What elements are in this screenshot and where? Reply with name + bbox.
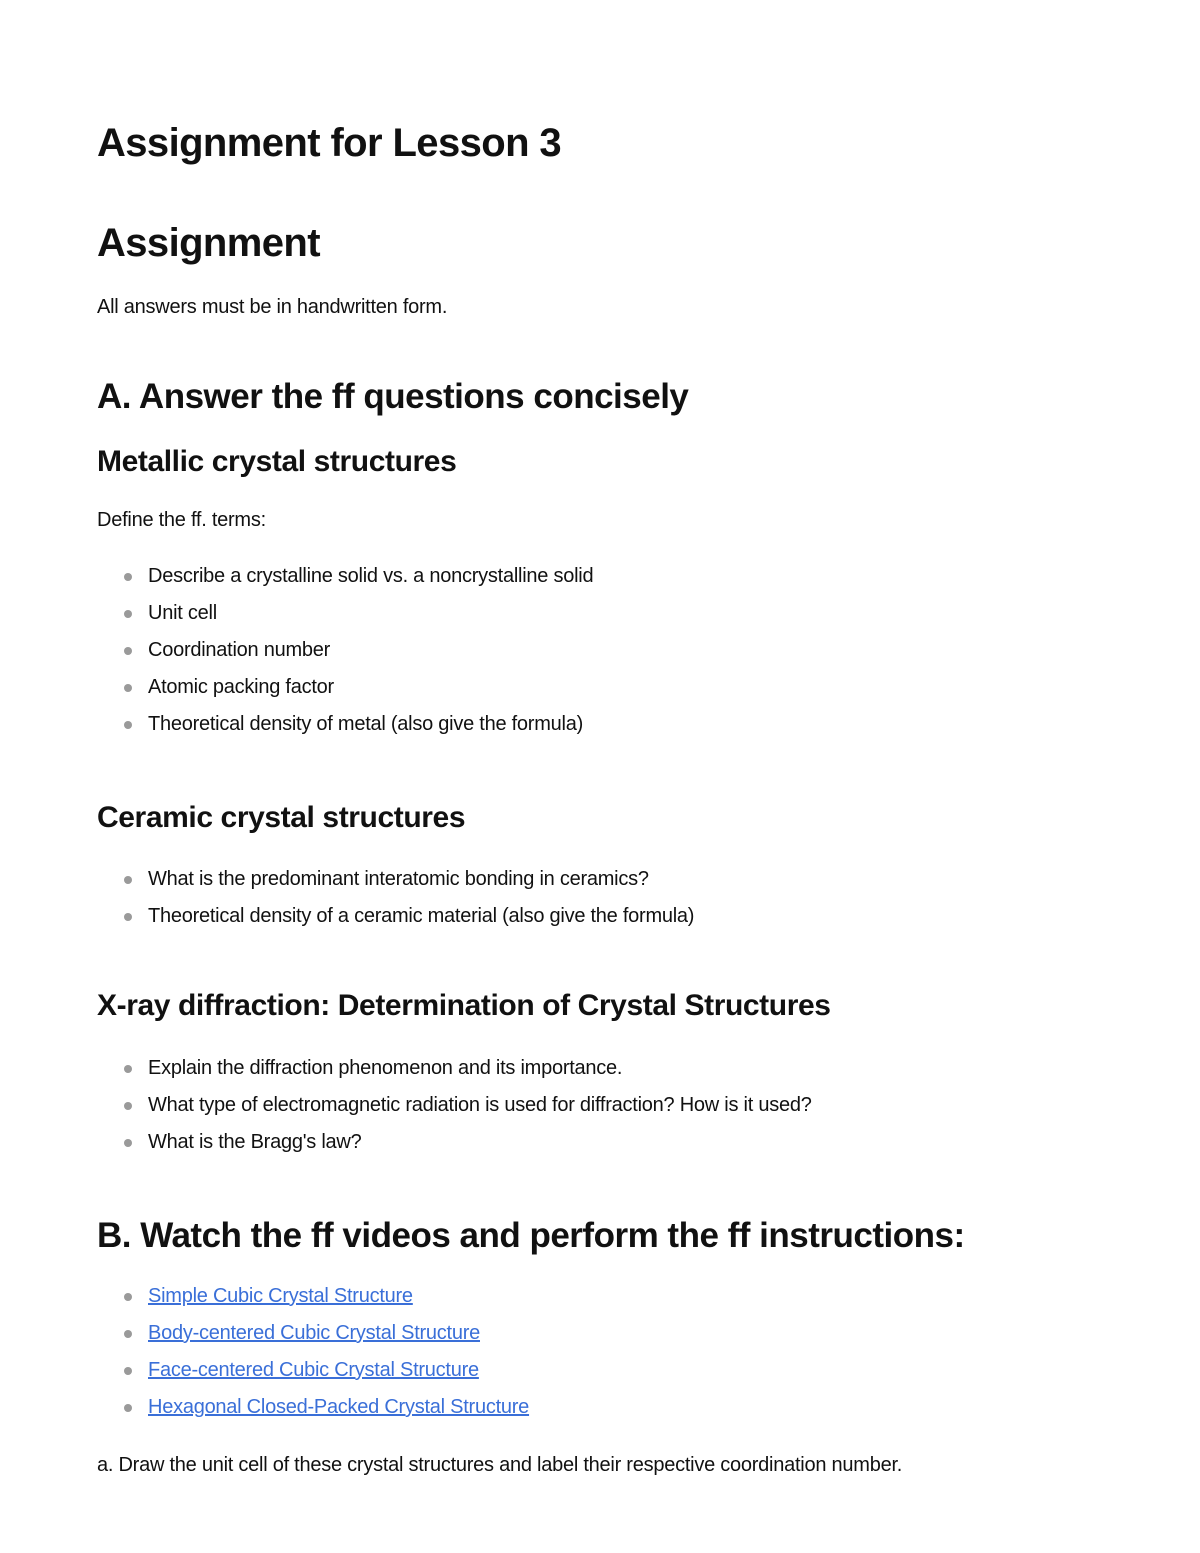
list-item bbox=[97, 1394, 529, 1431]
metallic-lead-text: Define the ff. terms: bbox=[97, 509, 266, 531]
section-a-heading: A. Answer the ff questions concisely bbox=[97, 377, 689, 416]
link-simple-cubic[interactable]: Simple Cubic Crystal Structure bbox=[148, 1285, 413, 1307]
link-hexagonal-closed-packed[interactable]: Hexagonal Closed-Packed Crystal Structure bbox=[148, 1396, 530, 1418]
section-b-heading: B. Watch the ff videos and perform the ff instructions: bbox=[97, 1216, 965, 1255]
bullet-icon bbox=[124, 647, 132, 655]
bullet-icon bbox=[124, 1139, 132, 1147]
bullet-icon bbox=[124, 1367, 132, 1375]
list-item: Explain the diffraction phenomenon and its importance. bbox=[97, 1055, 812, 1092]
ceramic-heading: Ceramic crystal structures bbox=[97, 801, 466, 834]
xray-question-list bbox=[97, 1055, 812, 1166]
list-item bbox=[97, 1357, 529, 1394]
list-item: Theoretical density of a ceramic material (also give the formula) bbox=[97, 903, 694, 940]
bullet-icon bbox=[124, 1293, 132, 1301]
metallic-heading: Metallic crystal structures bbox=[97, 445, 457, 478]
list-item: What type of electromagnetic radiation is used for diffraction? How is it used? bbox=[97, 1092, 812, 1129]
list-item bbox=[97, 1283, 529, 1320]
metallic-term-list bbox=[97, 563, 593, 748]
link-face-centered-cubic[interactable]: Face-centered Cubic Crystal Structure bbox=[148, 1359, 479, 1381]
bullet-icon bbox=[124, 721, 132, 729]
list-item: Unit cell bbox=[97, 600, 593, 637]
intro-text: All answers must be in handwritten form. bbox=[97, 296, 448, 318]
list-item: Coordination number bbox=[97, 637, 593, 674]
list-item: Describe a crystalline solid vs. a noncrystalline solid bbox=[97, 563, 593, 600]
assignment-heading: Assignment bbox=[97, 221, 320, 265]
link-body-centered-cubic[interactable]: Body-centered Cubic Crystal Structure bbox=[148, 1322, 480, 1344]
instruction-a-text: a. Draw the unit cell of these crystal structures and label their respective coordination number. bbox=[97, 1454, 903, 1476]
bullet-icon bbox=[124, 573, 132, 581]
list-item: What is the predominant interatomic bonding in ceramics? bbox=[97, 866, 694, 903]
page-title: Assignment for Lesson 3 bbox=[97, 121, 562, 165]
bullet-icon bbox=[124, 913, 132, 921]
bullet-icon bbox=[124, 1065, 132, 1073]
list-item: What is the Bragg's law? bbox=[97, 1129, 812, 1166]
bullet-icon bbox=[124, 876, 132, 884]
bullet-icon bbox=[124, 1330, 132, 1338]
list-item bbox=[97, 1320, 529, 1357]
xray-heading: X-ray diffraction: Determination of Crystal Structures bbox=[97, 989, 831, 1022]
list-item: Theoretical density of metal (also give the formula) bbox=[97, 711, 593, 748]
list-item: Atomic packing factor bbox=[97, 674, 593, 711]
bullet-icon bbox=[124, 684, 132, 692]
bullet-icon bbox=[124, 610, 132, 618]
video-link-list bbox=[97, 1283, 529, 1431]
bullet-icon bbox=[124, 1404, 132, 1412]
ceramic-question-list bbox=[97, 866, 694, 940]
bullet-icon bbox=[124, 1102, 132, 1110]
